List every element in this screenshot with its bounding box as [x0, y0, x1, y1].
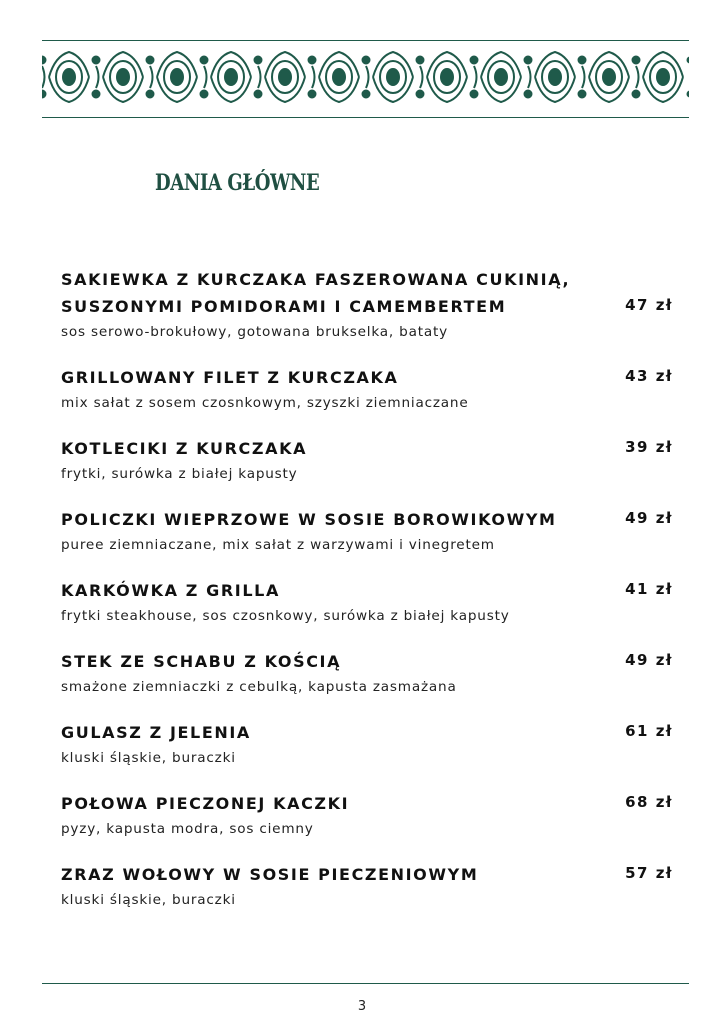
section-title: DANIA GŁÓWNE [155, 170, 320, 196]
dish-description: frytki, surówka z białej kapusty [61, 466, 298, 482]
ornament-bottom-rule [42, 117, 689, 118]
dish-name: KARKÓWKA Z GRILLA [61, 581, 280, 600]
ornament-end-dots [687, 57, 690, 98]
dish-description: frytki steakhouse, sos czosnkowy, surówka z białej kapusty [61, 608, 510, 624]
ornament-motif [417, 52, 468, 102]
menu-item [61, 719, 673, 770]
menu-item [61, 648, 673, 699]
dish-price: 57 zł [625, 864, 673, 882]
ornament-motif [309, 52, 360, 102]
dish-price: 47 zł [625, 296, 673, 314]
menu-item [61, 266, 673, 344]
dish-description: kluski śląskie, buraczki [61, 892, 236, 908]
ornament-motif [525, 52, 576, 102]
ornament-motif [201, 52, 252, 102]
ornament-motif [633, 52, 684, 102]
menu-item [61, 506, 673, 557]
ornament-motif [147, 52, 198, 102]
menu-item [61, 861, 673, 912]
dish-description: kluski śląskie, buraczki [61, 750, 236, 766]
menu-list [61, 266, 673, 912]
dish-price: 39 zł [625, 438, 673, 456]
menu-item [61, 435, 673, 486]
dish-price: 49 zł [625, 651, 673, 669]
dish-description: puree ziemniaczane, mix sałat z warzywami i vinegretem [61, 537, 495, 553]
dish-price: 43 zł [625, 367, 673, 385]
dish-description: mix sałat z sosem czosnkowym, szyszki ziemniaczane [61, 395, 469, 411]
bottom-rule [42, 983, 689, 984]
dish-description: pyzy, kapusta modra, sos ciemny [61, 821, 314, 837]
dish-name: ZRAZ WOŁOWY W SOSIE PIECZENIOWYM [61, 865, 479, 884]
dish-name: SAKIEWKA Z KURCZAKA FASZEROWANA CUKINIĄ, SUSZONYMI POMIDORAMI I CAMEMBERTEM [61, 270, 571, 316]
dish-price: 68 zł [625, 793, 673, 811]
dish-price: 49 zł [625, 509, 673, 527]
ornament-motif [93, 52, 144, 102]
dish-price: 61 zł [625, 722, 673, 740]
dish-name: STEK ZE SCHABU Z KOŚCIĄ [61, 652, 342, 671]
menu-item [61, 577, 673, 628]
page-number: 3 [357, 999, 367, 1014]
folk-ornament-border [42, 46, 689, 108]
dish-name: POLICZKI WIEPRZOWE W SOSIE BOROWIKOWYM [61, 510, 557, 529]
dish-name: GRILLOWANY FILET Z KURCZAKA [61, 368, 399, 387]
dish-name: POŁOWA PIECZONEJ KACZKI [61, 794, 350, 813]
dish-description: smażone ziemniaczki z cebulką, kapusta zasmażana [61, 679, 457, 695]
menu-item [61, 790, 673, 841]
ornament-motif [579, 52, 630, 102]
dish-name: GULASZ Z JELENIA [61, 723, 251, 742]
ornament-motif [471, 52, 522, 102]
ornament-motif [363, 52, 414, 102]
top-rule [42, 40, 689, 41]
menu-item [61, 364, 673, 415]
ornament-motif [42, 52, 89, 102]
dish-description: sos serowo-brokułowy, gotowana brukselka, bataty [61, 324, 448, 340]
dish-name: KOTLECIKI Z KURCZAKA [61, 439, 308, 458]
ornament-motif [255, 52, 306, 102]
dish-price: 41 zł [625, 580, 673, 598]
